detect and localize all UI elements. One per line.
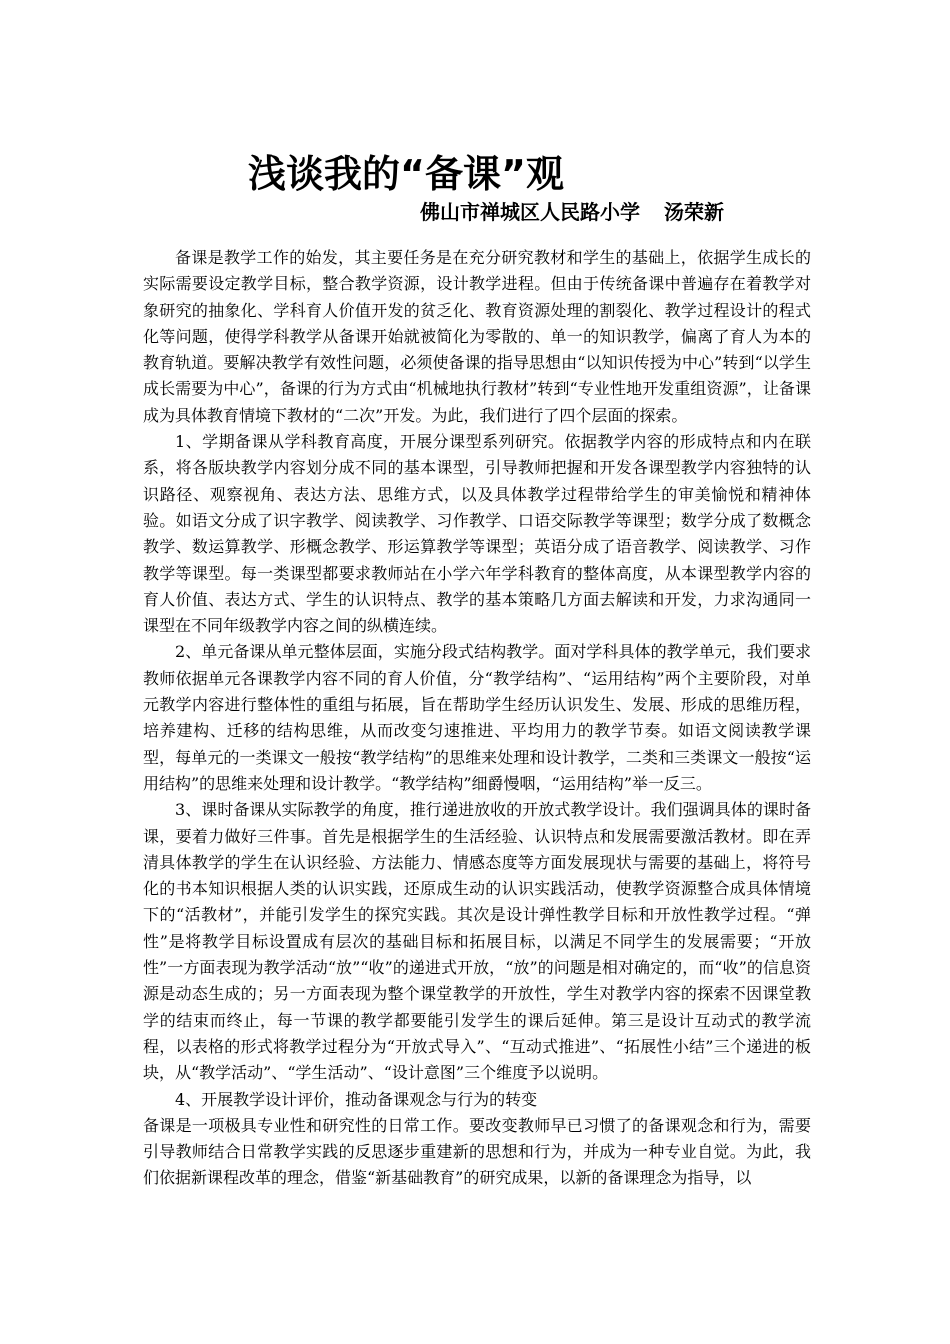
paragraph-semester-planning: 1、学期备课从学科教育高度，开展分课型系列研究。依据教学内容的形成特点和内在联系，将各版块教学内容划分成不同的基本课型，引导教师把握和开发各课型教学内容独特的认识路径、观察视角、表达方法、思维方式，以及具体教学过程带给学生的审美愉悦和精神体验。如语文分成了识字教学、阅读教学、习作教学、口语交际教学等课型；数学分成了数概念教学、数运算教学、形概念教学、形运算教学等课型；英语分成了语音教学、阅读教学、习作教学等课型。每一类课型都要求教师站在小学六年学科教育的整体高度，从本课型教学内容的育人价值、表达方式、学生的认识特点、教学的基本策略几方面去解读和开发，力求沟通同一课型在不同年级教学内容之间的纵横连续。: [143, 432, 811, 636]
paragraph-evaluation: 备课是一项极具专业性和研究性的日常工作。要改变教师早已习惯了的备课观念和行为，需要引导教师结合日常教学实践的反思逐步重建新的思想和行为，并成为一种专业自觉。为此，我们依据新课程改革的理念，借鉴“新基础教育”的研究成果，以新的备课理念为指导，以: [143, 1115, 811, 1188]
author-byline: [420, 196, 724, 228]
author-name: 汤荣新: [664, 200, 724, 224]
article-body: [143, 245, 811, 1192]
paragraph-intro: 备课是教学工作的始发，其主要任务是在充分研究教材和学生的基础上，依据学生成长的实际需要设定教学目标，整合教学资源，设计教学进程。但由于传统备课中普遍存在着教学对象研究的抽象化、学科育人价值开发的贫乏化、教育资源处理的割裂化、教学过程设计的程式化等问题，使得学科教学从备课开始就被简化为零散的、单一的知识教学，偏离了育人为本的教育轨道。要解决教学有效性问题，必须使备课的指导思想由“以知识传授为中心”转到“以学生成长需要为中心”，备课的行为方式由“机械地执行教材”转到“专业性地开发重组资源”，让备课成为具体教育情境下教材的“二次”开发。为此，我们进行了四个层面的探索。: [143, 248, 811, 425]
document-title: 浅谈我的“备课”观: [248, 152, 564, 196]
paragraph-unit-planning: 2、单元备课从单元整体层面，实施分段式结构教学。面对学科具体的教学单元，我们要求教师依据单元各课教学内容不同的育人价值，分“教学结构”、“运用结构”两个主要阶段，对单元教学内容进行整体性的重组与拓展，旨在帮助学生经历认识发生、发展、形成的思维历程，培养建构、迁移的结构思维，从而改变匀速推进、平均用力的教学节奏。如语文阅读教学课型，每单元的一类课文一般按“教学结构”的思维来处理和设计教学，二类和三类课文一般按“运用结构”的思维来处理和设计教学。“教学结构”细爵慢咽，“运用结构”举一反三。: [143, 642, 811, 793]
paragraph-lesson-planning: 3、课时备课从实际教学的角度，推行递进放收的开放式教学设计。我们强调具体的课时备课，要着力做好三件事。首先是根据学生的生活经验、认识特点和发展需要激活教材。即在弄清具体教学的学生在认识经验、方法能力、情感态度等方面发展现状与需要的基础上，将符号化的书本知识根据人类的认识实践，还原成生动的认识实践活动，使教学资源整合成具体情境下的“活教材”，并能引发学生的探究实践。其次是设计弹性教学目标和开放性教学过程。“弹性”是将教学目标设置成有层次的基础目标和拓展目标，以满足不同学生的发展需要；“开放性”一方面表现为教学活动“放”“收”的递进式开放，“放”的问题是相对确定的，而“收”的信息资源是动态生成的；另一方面表现为整个课堂教学的开放性，学生对教学内容的探索不因课堂教学的结束而终止，每一节课的教学都要能引发学生的课后延伸。第三是设计互动式的教学流程，以表格的形式将教学过程分为“开放式导入”、“互动式推进”、“拓展性小结”三个递进的板块，从“教学活动”、“学生活动”、“设计意图”三个维度予以说明。: [143, 800, 811, 1083]
author-school: 佛山市禅城区人民路小学: [420, 200, 640, 224]
paragraph-evaluation-heading: 4、开展教学设计评价，推动备课观念与行为的转变: [175, 1089, 538, 1109]
